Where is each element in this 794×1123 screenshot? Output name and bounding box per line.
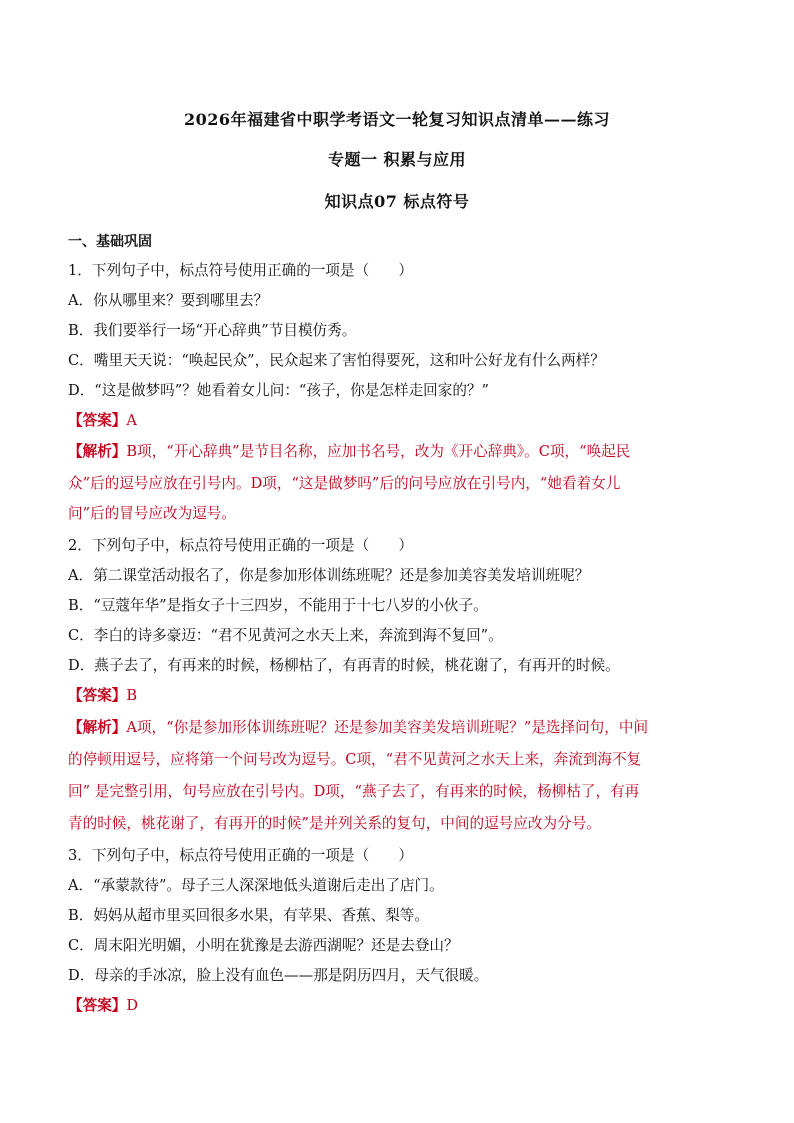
question-3-option-b: B．妈妈从超市里买回很多水果，有苹果、香蕉、梨等。: [68, 907, 429, 924]
question-3-option-a: A．“承蒙款待”。母子三人深深地低头道谢后走出了店门。: [68, 877, 444, 894]
question-2-analysis-line: 回” 是完整引用，句号应放在引号内。D项，“燕子去了，有再来的时候，杨柳枯了，有再: [68, 783, 640, 800]
question-2-stem: 2．下列句子中，标点符号使用正确的一项是（ ）: [68, 537, 413, 554]
question-1-analysis-line: [68, 442, 738, 462]
question-3-answer: [68, 996, 738, 1016]
section-heading: 一、基础巩固: [68, 234, 152, 250]
answer-label: 【答案】: [68, 997, 127, 1014]
question-2-option-a: A．第二课堂活动报名了，你是参加形体训练班呢？还是参加美容美发培训班呢？: [68, 567, 590, 584]
question-1-option-d: D．“这是做梦吗”？她看着女儿问：“孩子，你是怎样走回家的？”: [68, 382, 489, 399]
analysis-label: 【解析】: [68, 443, 127, 460]
question-1-analysis-line: 问”后的冒号应改为逗号。: [68, 505, 236, 522]
question-2-answer: [68, 686, 738, 706]
question-1-option-c: C．嘴里天天说：“唤起民众”，民众起来了害怕得要死，这和叶公好龙有什么两样？: [68, 352, 605, 369]
answer-value: B: [126, 687, 138, 704]
topic-title: 知识点07 标点符号: [324, 192, 470, 211]
question-3-stem: 3．下列句子中，标点符号使用正确的一项是（ ）: [68, 847, 413, 864]
question-2-option-b: B．“豆蔻年华”是指女子十三四岁，不能用于十七八岁的小伙子。: [68, 597, 488, 614]
answer-label: 【答案】: [68, 412, 127, 429]
answer-label: 【答案】: [68, 687, 127, 704]
question-1-stem: 1．下列句子中，标点符号使用正确的一项是（ ）: [68, 262, 413, 279]
document-title: 2026年福建省中职学考语文一轮复习知识点清单——练习: [183, 110, 611, 129]
document-subtitle: 专题一 积累与应用: [327, 150, 467, 169]
answer-value: D: [126, 997, 139, 1014]
question-2-option-d: D．燕子去了，有再来的时候，杨柳枯了，有再青的时候，桃花谢了，有再开的时候。: [68, 657, 620, 674]
question-2-option-c: C．李白的诗多豪迈：“君不见黄河之水天上来，奔流到海不复回”。: [68, 627, 503, 644]
analysis-text: B项，“开心辞典”是节目名称，应加书名号，改为《开心辞典》。C项，“唤起民: [126, 443, 631, 460]
question-2-analysis-line: [68, 718, 738, 738]
question-1-option-a: A．你从哪里来？要到哪里去？: [68, 292, 269, 309]
question-2-analysis-line: 青的时候，桃花谢了，有再开的时候”是并列关系的复句，中间的逗号应改为分号。: [68, 815, 601, 832]
analysis-label: 【解析】: [68, 719, 127, 736]
answer-value: A: [126, 412, 137, 429]
question-1-analysis-line: 众”后的逗号应放在引号内。D项，“这是做梦吗”后的问号应放在引号内，“她看着女儿: [68, 475, 621, 492]
question-2-analysis-line: 的停顿用逗号，应将第一个问号改为逗号。C项，“君不见黄河之水天上来，奔流到海不复: [68, 751, 642, 768]
question-1-answer: [68, 411, 738, 431]
question-3-option-c: C．周末阳光明媚，小明在犹豫是去游西湖呢？还是去登山？: [68, 937, 459, 954]
question-1-option-b: B．我们要举行一场“开心辞典”节目模仿秀。: [68, 322, 357, 339]
question-3-option-d: D．母亲的手冰凉，脸上没有血色——那是阴历四月，天气很暖。: [68, 967, 489, 984]
analysis-text: A项，“你是参加形体训练班呢？还是参加美容美发培训班呢？”是选择问句，中间: [126, 719, 649, 736]
